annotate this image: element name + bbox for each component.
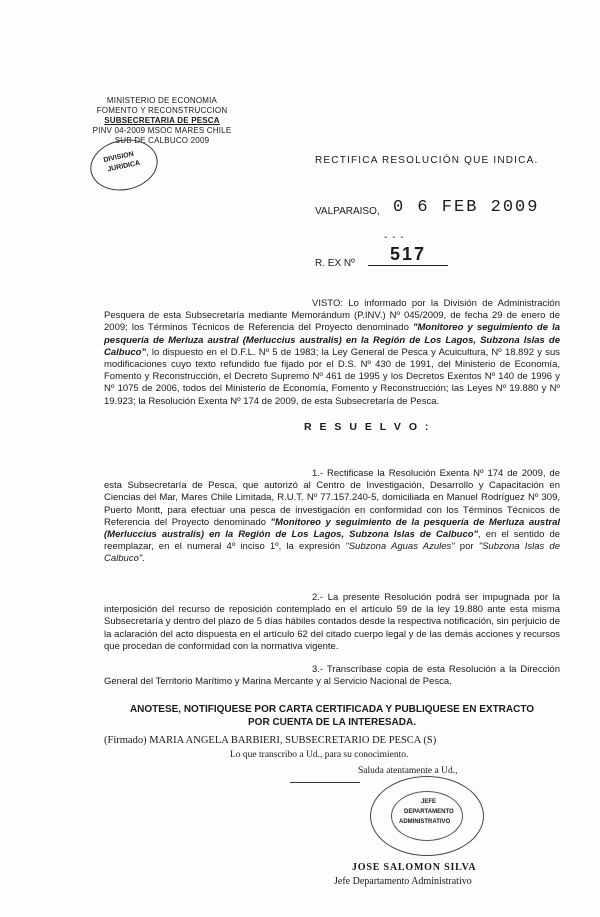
anotese-line-2: POR CUENTA DE LA INTERESADA. xyxy=(248,717,416,728)
item1-text-1: 1.- Rectificase la Resolución Exenta Nº 174 de 2009, de esta Subsecretaría de Pesca, que autorizó al Centro de Investigación, Desarrollo y Capacitación en Ciencias del Mar, Mares Chile Limitada, R.U.T. Nº 77.157.240-5, domiciliada en Manuel Rodríguez Nº 309, Puerto Montt, para efectuar una pesca de investigación en conformidad con los Términos Técnicos de Referencia del Proyecto denominado xyxy=(104,468,560,528)
firmado-line: (Firmado) MARIA ANGELA BARBIERI, SUBSECRETARIO DE PESCA (S) xyxy=(104,735,437,746)
resolution-item-2: 2.- La presente Resolución podrá ser impugnada por la interposición del recurso de reposición contemplado en el artículo 59 de la ley 19.880 ante esta misma Subsecretaría y dentro del plazo de 5 días hábiles contados desde la respectiva notificación, sin perjuicio de la aclaración del acto dispuesta en el artículo 62 del citado cuerpo legal y de las demás acciones y recursos que procedan de conformidad con la normativa vigente. xyxy=(104,592,560,652)
seal-text-administrativo: ADMINISTRATIVO xyxy=(399,819,451,825)
resuelvo-heading: R E S U E L V O : xyxy=(304,421,431,433)
rex-number: 517 xyxy=(368,244,448,266)
date-stamp: 0 6 FEB 2009 xyxy=(393,198,540,217)
stamp-text-division: DIVISION xyxy=(102,150,135,165)
visto-text-2: , lo dispuesto en el D.F.L. Nº 5 de 1983; la Ley General de Pesca y Acuicultura, Nº 18.892 y sus modificaciones cuyo texto refundido fue fijado por el D.S. Nº 430 de 1991, del Ministerio de Economía, Fomento y Reconstrucción, el Decreto Supremo Nº 461 de 1995 y los Decretos Exentos Nº 140 de 1996 y Nº 1075 de 2006, todos del Ministerio de Economía, Fomento y Reconstrucción; las Leyes Nº 19.880 y Nº 19.923; la Resolución Exenta Nº 174 de 2009, de esta Subsecretaría de Pesca. xyxy=(104,346,560,407)
rex-dashes: - - - xyxy=(384,232,405,243)
signature-scribble xyxy=(290,782,360,783)
department-seal xyxy=(370,776,484,856)
item1-text-2: , en el sentido de reemplazar, en el numeral 4º inciso 1º, la expresión xyxy=(104,529,561,553)
visto-text-1: VISTO: Lo informado por la División de Administración Pesquera de esta Subsecretaría mediante Memorándum (P.INV.) Nº 045/2009, de fecha 29 de enero de 2009; los Términos Técnicos de Referencia del Proyecto denominado xyxy=(104,298,560,334)
header-line-ministry: MINISTERIO DE ECONOMIA xyxy=(106,96,218,105)
resolution-item-3: 3.- Transcríbase copia de esta Resolución a la Dirección General del Territorio Marítimo y Marina Mercante y al Servicio Nacional de Pesca. xyxy=(104,664,560,688)
transcribo-line: Lo que transcribo a Ud., para su conocimiento. xyxy=(230,750,409,760)
item1-project-title: "Monitoreo y seguimiento de la pesquería de Merluza austral (Merluccius australis) en la Región de Los Lagos, Subzona Islas de Calbuco" xyxy=(104,516,560,541)
visto-paragraph xyxy=(104,298,560,408)
item1-new-expression: "Subzona Islas de Calbuco" xyxy=(104,541,560,565)
header-line-calbuco: SUB DE CALBUCO 2009 xyxy=(114,136,210,145)
header-line-fomento: FOMENTO Y RECONSTRUCCION xyxy=(96,106,228,115)
visto-project-title: "Monitoreo y seguimiento de la pesquería de Merluza austral (Merluccius australis) en la Región de Los Lagos, Subzona Islas de Calbuco" xyxy=(104,322,560,358)
rex-label: R. EX Nº xyxy=(315,258,355,269)
resolution-item-1 xyxy=(104,468,560,566)
ministry-header xyxy=(62,96,262,146)
item1-text-4: . xyxy=(142,553,145,565)
place-label: VALPARAISO, xyxy=(315,206,380,217)
item1-text-3: por xyxy=(454,541,479,553)
anotese-line-1: ANOTESE, NOTIFIQUESE POR CARTA CERTIFICADA Y PUBLIQUESE EN EXTRACTO xyxy=(129,704,535,715)
seal-text-jefe: JEFE xyxy=(421,799,437,805)
signatory-role: Jefe Departamento Administrativo xyxy=(334,876,472,887)
header-line-pinv: PINV 04-2009 MSOC MARES CHILE xyxy=(92,126,232,135)
header-line-subsecretaria: SUBSECRETARIA DE PESCA xyxy=(104,116,220,125)
seal-text-departamento: DEPARTAMENTO xyxy=(404,809,454,815)
signatory-name: JOSE SALOMON SILVA xyxy=(352,862,477,873)
anotese-block xyxy=(104,703,560,729)
saluda-line: Saluda atentamente a Ud., xyxy=(358,766,458,776)
document-reference: RECTIFICA RESOLUCIÓN QUE INDICA. xyxy=(315,155,539,166)
item1-old-expression: "Subzona Aguas Azules" xyxy=(345,541,455,553)
stamp-text-juridica: JURIDICA xyxy=(106,159,141,174)
